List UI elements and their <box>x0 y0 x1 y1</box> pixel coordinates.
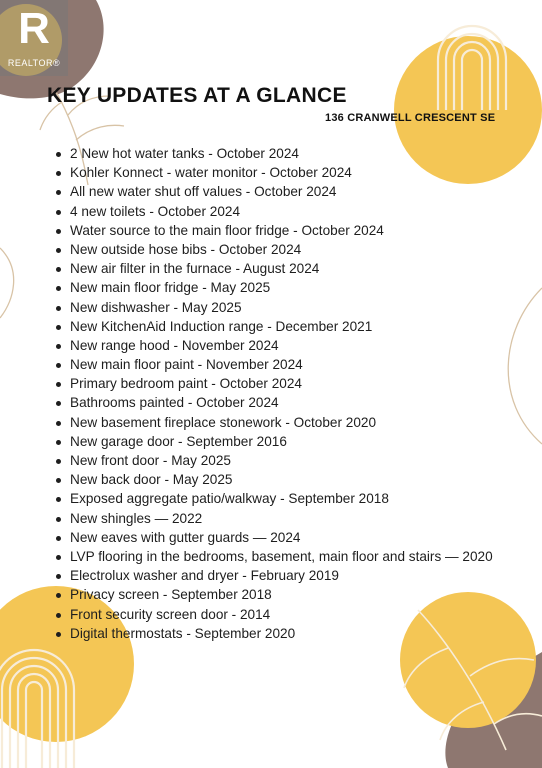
list-item: 2 New hot water tanks - October 2024 <box>48 144 493 163</box>
list-item: Bathrooms painted - October 2024 <box>48 393 493 412</box>
list-item: LVP flooring in the bedrooms, basement, main floor and stairs — 2020 <box>48 547 493 566</box>
list-item: New KitchenAid Induction range - December 2021 <box>48 317 493 336</box>
list-item: New front door - May 2025 <box>48 451 493 470</box>
list-item: Water source to the main floor fridge - October 2024 <box>48 221 493 240</box>
right-squiggle-line <box>508 288 542 444</box>
updates-list <box>48 144 493 643</box>
list-item: Digital thermostats - September 2020 <box>48 624 493 643</box>
realtor-watermark <box>0 0 68 76</box>
list-item: New main floor paint - November 2024 <box>48 355 493 374</box>
realtor-watermark-text: REALTOR® <box>7 58 61 68</box>
list-item: New shingles — 2022 <box>48 509 493 528</box>
list-item: New air filter in the furnace - August 2024 <box>48 259 493 278</box>
property-address: 136 CRANWELL CRESCENT SE <box>325 112 496 124</box>
realtor-logo-icon: R <box>18 4 50 53</box>
page-title: KEY UPDATES AT A GLANCE <box>47 84 347 107</box>
list-item: Front security screen door - 2014 <box>48 605 493 624</box>
left-squiggle-line <box>0 248 14 318</box>
list-item: Privacy screen - September 2018 <box>48 585 493 604</box>
list-item: New eaves with gutter guards — 2024 <box>48 528 493 547</box>
list-item: New main floor fridge - May 2025 <box>48 278 493 297</box>
list-item: All new water shut off values - October 2024 <box>48 182 493 201</box>
list-item: Primary bedroom paint - October 2024 <box>48 374 493 393</box>
list-item: Kohler Konnect - water monitor - October 2024 <box>48 163 493 182</box>
list-item: New dishwasher - May 2025 <box>48 298 493 317</box>
list-item: New garage door - September 2016 <box>48 432 493 451</box>
list-item: New outside hose bibs - October 2024 <box>48 240 493 259</box>
list-item: New range hood - November 2024 <box>48 336 493 355</box>
list-item: Exposed aggregate patio/walkway - September 2018 <box>48 489 493 508</box>
list-item: New back door - May 2025 <box>48 470 493 489</box>
list-item: New basement fireplace stonework - October 2020 <box>48 413 493 432</box>
list-item: 4 new toilets - October 2024 <box>48 202 493 221</box>
list-item: Electrolux washer and dryer - February 2019 <box>48 566 493 585</box>
